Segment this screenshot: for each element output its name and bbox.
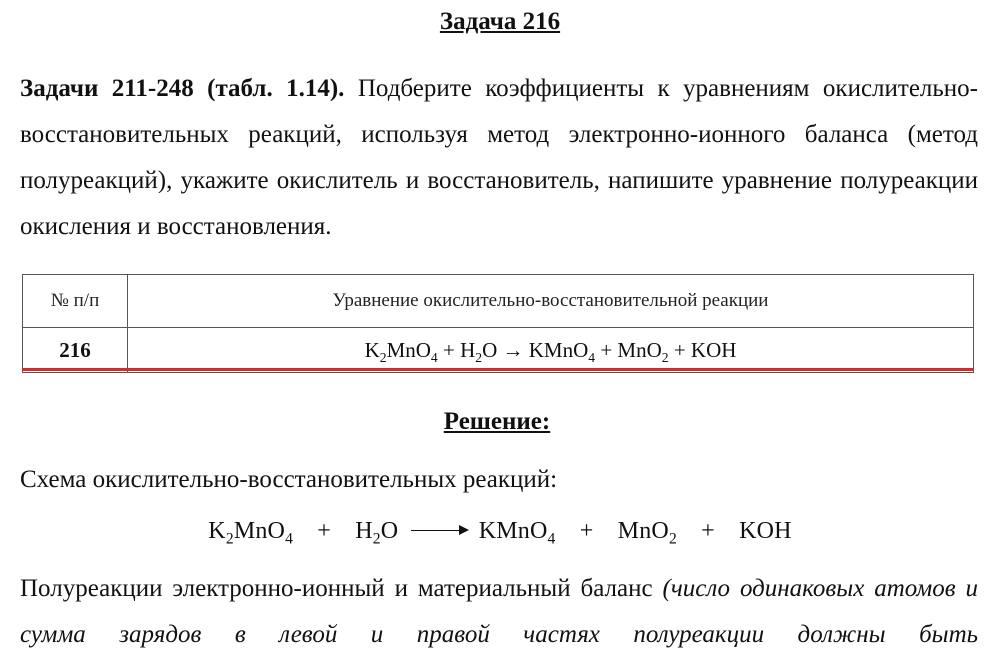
row-number: 216 [23, 328, 128, 373]
problem-statement [20, 66, 978, 250]
task-table [22, 274, 974, 373]
half-reactions-normal: Полуреакции электронно-ионный и материальный баланс [20, 575, 653, 602]
header-equation: Уравнение окислительно-восстановительной реакции [128, 275, 974, 328]
accent-underline [22, 368, 974, 371]
solution-heading: Решение: [443, 408, 551, 435]
reaction-arrow [411, 530, 467, 531]
header-number: № п/п [23, 275, 128, 328]
scheme-label: Схема окислительно-восстановительных реакций: [20, 466, 558, 493]
scheme-equation-formula: $K_2MnO_4 + H_2O$ KMnO$_4$ + MnO$_2$ + KOH [208, 518, 792, 548]
row-equation [128, 328, 974, 373]
problem-text: Подберите коэффициенты к уравнениям окислительно-восстановительных реакций, используя метод электронно-ионного баланса (метод полуреакций), укажите окислитель и восстановитель, напишите уравнение полуреакции окисления и восстановления. [20, 75, 978, 240]
problem-range-label: Задачи 211-248 (табл. 1.14). [20, 75, 345, 102]
row-equation-formula: $K_2MnO_4 + H_2O$ → KMnO$_4$ + MnO$_2$ + KOH [364, 337, 737, 365]
half-reactions-italic: (число одинаковых атомов и сумма зарядов в левой и правой частях полуреакции должны быть [20, 575, 979, 648]
table-header-row [23, 275, 974, 328]
problem-title: Задача 216 [439, 8, 561, 35]
table-row [23, 328, 974, 373]
scheme-equation [0, 518, 1000, 548]
half-reactions-text [20, 566, 978, 658]
